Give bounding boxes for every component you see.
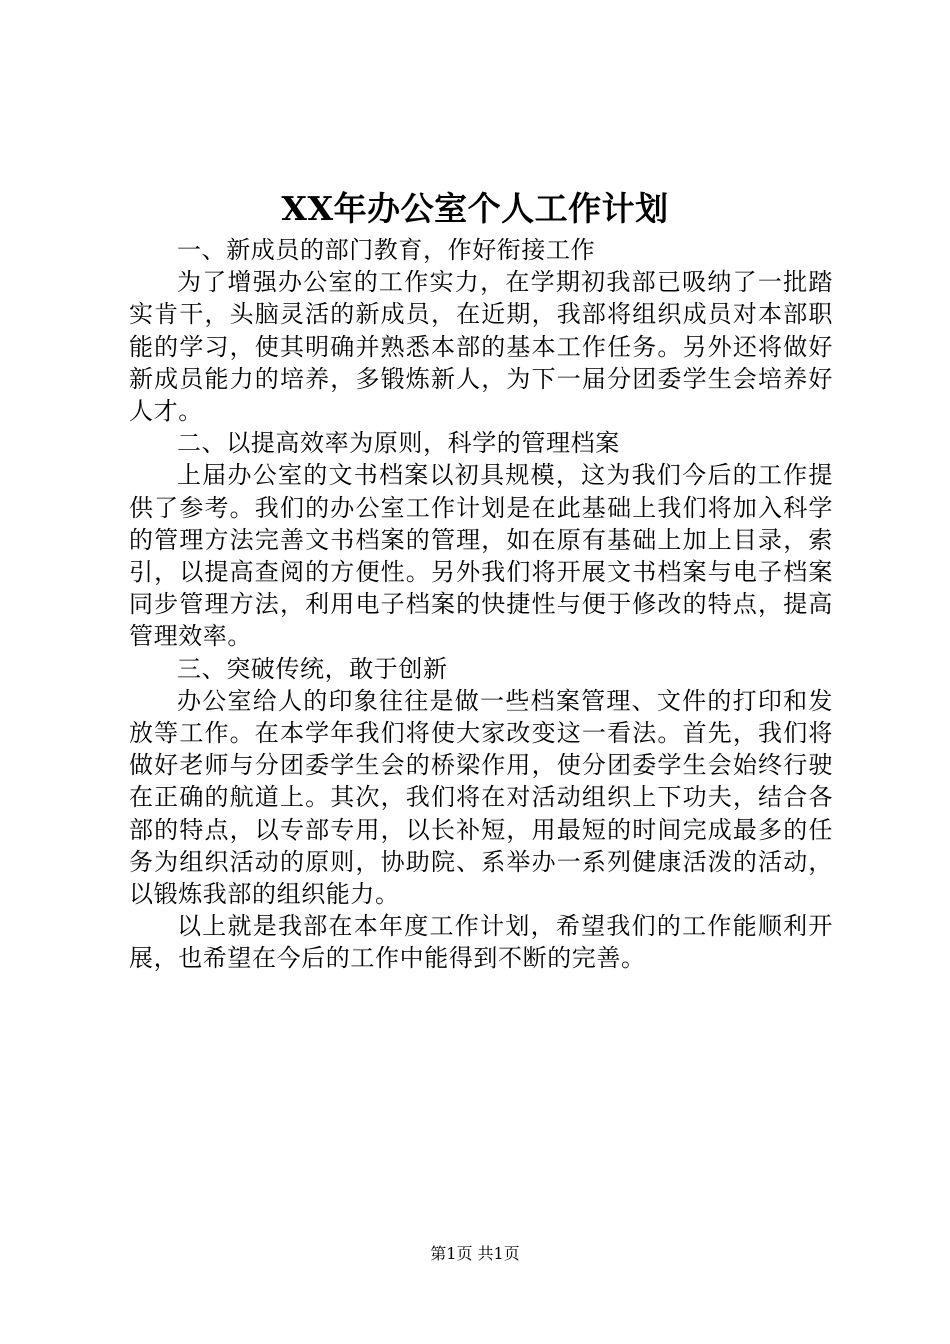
document-body xyxy=(129,234,833,975)
section-heading-1: 一、新成员的部门教育，作好衔接工作 xyxy=(177,236,596,264)
document-title: XX年办公室个人工作计划 xyxy=(281,189,669,228)
section-paragraph-1: 为了增强办公室的工作实力，在学期初我部已吸纳了一批踏实肯干，头脑灵活的新成员，在近期，我部将组织成员对本部职能的学习，使其明确并熟悉本部的基本工作任务。另外还将做好新成员能力的培养，多锻炼新人，为下一届分团委学生会培养好人才。 xyxy=(129,268,833,426)
page-footer xyxy=(0,1242,950,1266)
section-heading-2: 二、以提高效率为原则，科学的管理档案 xyxy=(177,429,620,458)
section-paragraph-2: 上届办公室的文书档案以初具规模，这为我们今后的工作提供了参考。我们的办公室工作计划是在此基础上我们将加入科学的管理方法完善文书档案的管理，如在原有基础上加上目录，索引，以提高查阅的方便性。另外我们将开展文书档案与电子档案同步管理方法，利用电子档案的快捷性与便于修改的特点，提高管理效率。 xyxy=(129,461,833,651)
section-paragraph-3: 办公室给人的印象往往是做一些档案管理、文件的打印和发放等工作。在本学年我们将使大家改变这一看法。首先，我们将做好老师与分团委学生会的桥梁作用，使分团委学生会始终行驶在正确的航道上。其次，我们将在对活动组织上下功夫，结合各部的特点，以专部专用，以长补短，用最短的时间完成最多的任务为组织活动的原则，协助院、系举办一系列健康活泼的活动，以锻炼我部的组织能力。 xyxy=(129,686,833,909)
section-heading-3: 三、突破传统，敢于创新 xyxy=(177,654,448,683)
page-number: 第1页 xyxy=(430,1244,473,1263)
page-total: 共1页 xyxy=(477,1244,520,1263)
closing-paragraph: 以上就是我部在本年度工作计划，希望我们的工作能顺利开展，也希望在今后的工作中能得到不断的完善。 xyxy=(129,912,833,973)
